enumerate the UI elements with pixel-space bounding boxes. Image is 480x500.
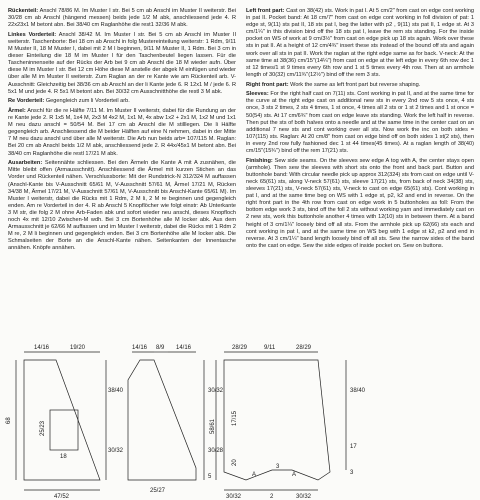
dim-label: 58/61 [210,418,216,434]
pocket-outline [50,410,78,450]
dim-label: 17 [350,444,357,450]
back-piece-diagram [128,352,204,480]
dim-label: 19/20 [70,345,86,351]
instruction-paragraph: Sleeves: For the right half cast on 7(11) sts. Cont working in pat II, and at the same time for the curve at the right edge cast on additional new sts in every 2nd row 5 sts once, 4 sts once, 3 sts 2 times, 2 sts 4 times, 1 st once, 4 times all 2 sts or 1 st 2 times and 1 st once = 50(54) sts. At 17 cm/6¾" from cast on edge leave sts standing. Work the left half in reverse. Then put the sts of both halves onto a needle and at the same time in the center cast on an additional 7 new sts and cont working over all sts. Now work the inc on both sides = 107(115) sts. Raglan: At 20 cm/8" from cast on edge bind off on both sides 1 st(2 sts), then in every 2nd row fully fashioned dec 1 st 44 times(45 times). At a raglan length of 38(40) cm/15"(15¾") bind off the rem 17(21) sts. [246,91,474,154]
instruction-paragraph: Left front part: Cast on 38(42) sts. Work in pat I. At 5 cm/2" from cast on edge cont working in pat II. Pocket band: At 18 cm/7" from cast on edge cont working in foll division of pat: 1 edge st, 9(11) sts pat II, 18 sts pat I, beg the latter with p2 , 9(11) sts pat II, 1 edge st. At 3 cm/1¼" in this division bind off the 18 sts pat I, leave the rem sts standing. For the inside pocket on WS of work at 9 cm/3½" from cast on edge pick up 18 sts again. Work over these sts in pat II. At a height of 12 cm/4¾" insert these sts instead of the bound off sts and again work over all sts in pat II. Work the raglan at the right edge same as for back. V-neck: At the same time at 38(36) cm/15"(14¼") from cast on edge at the left edge in every 6th row dec 1 st 12 times/1 st 9 times every 6th row and 1 st 5 times every 4th row. Then at an armhole length of 30(32) cm/11¾"(12½") bind off the rem 3 sts. [246,8,474,78]
instruction-paragraph: Ärmel: Anschl für die re Hälfte 7/11 M. Im Muster II weiterstr, dabei für die Rundung an der re Kante jede 2. R 1x5 M, 1x4 M, 2x3 M 4x2 M, 1x1 M, 4x abw 1x2 + 2x1 M, 1x2 M und 1x1 M neu dazu anschl = 50/54 M. Bei 17 cm ab Anschl die M stilllegen. Die li Hälfte gegengleich arb. Anschliessend die M beider Hälften auf eine N nehmen, dabei in der Mitte 7 M neu dazu anschl und über alle M weiterstr. Die Arb nun beids arb= 107/115 M. Raglan: Bei 20 cm ab Anschl beids 1/2 M abk, anschliessend jede 2. R 44x/45x1 M betont abn. Bei 38/40 cm Raglanhöhe die restl 17/21 M abk. [8,108,236,157]
sleeve-outline [224,360,330,480]
front-piece-diagram [16,352,106,490]
dim-label: 3 [350,470,354,476]
german-instructions-column [8,8,236,255]
dim-label: 28/29 [296,345,312,351]
dim-label: 14/16 [34,345,50,351]
dim-label: 2 [270,494,274,500]
dim-label: 9/11 [264,345,276,351]
dim-label: 30/32 [226,494,242,500]
dim-label: 30/32 [296,494,312,500]
dim-label: 38/40 [350,388,366,394]
sleeve-edge-a-label: A [292,472,297,478]
dim-label: 38/40 [108,388,124,394]
front-piece-outline [24,360,100,480]
dim-label: 18 [60,454,67,460]
dim-label: 8/9 [156,345,165,351]
instruction-paragraph: Rückenteil: Anschl 78/86 M. Im Muster I str. Bei 5 cm ab Anschl im Muster II weiterstr. Bei 30/28 cm ab Anschl (hängend messen) beids jede 1/2 M abk, anschliessend jede 4. R 22x23x1 M betont abn. Bei 38/40 cm Raglanhöhe die rest1 32/36 M abk. [8,8,236,29]
dim-label: 14/16 [176,345,192,351]
schematic-diagrams [0,340,480,500]
english-instructions-column [246,8,474,252]
dim-label: 30/32 [208,388,224,394]
instruction-paragraph: Finishing: Sew side seams. On the sleeves sew edge A tog with A, the center stays open (armhole). Then sew the sleeves with short sts onto the front and back part. Button and buttonhole band: With circular needle pick up approx 312(324) sts from cast on edge until V-neck 65(61) sts, along V-neck 57(61) sts, sleeve 17(21) sts, from back of neck 34(38) sts, sleeves 17(21) sts, V-neck 57(61) sts, V-neck to cast on edge 65(61) sts). Cont working in pat I, and at the same time beg on WS with 1 edge st, p2, k2 and end in reverse. On the right front part in the 4th row from cast on edge work in 5 buttonholes as foll: From the bottom edge work 3 sts, bind off the foll 2 sts without working yarn and immediately cast on 2 new sts, work this buttonhole another 4 times with 12(10) sts in between them. At a band height of 3 cm/1¼" loosely bind off all sts. From the armhole pick up 62(66) sts each and cont working in pat I, and at the same time on WS beg with 1 edge st k2, p2 and end in reverse. At 3 cm/1¼" band length loosely bind off all sts. Sew the narrow sides of the band onto the cast on edge. Sew the side edges of inside pocket on. Sew on buttons. [246,157,474,249]
dim-label: 30/28 [208,448,224,454]
instruction-paragraph: Linkes Vorderteil: Anschl 38/42 M. Im Muster I str. Bei 5 cm ab Anschl im Muster II weiterstr. Taschenborte: Bei 18 cm ab Anschl in folg Mustereinteilung weiterstr: 1 Rdm, 9/11 M Muster II, 18 M Muster I, dabei mit 2 M I beginnen, 9/11 M Muster II, 1 Rdm. Bei 3 cm in dieser Einteilung die 18 M im Muster I für den Taschenbeutel liegen lassen. Für die Tascheninnenseite auf der Rücks der Arb bei 9 cm ab Anschl die 18 M wieder aufn. Über diese M im Muster I str. Bei 12 cm Höhe diese M anstelle der abgek M einfügen und wieder über alle M im Muster II weiterstr. Zum Raglan an der re Kante wie am Rückenteil arb. V-Ausschnitt: Gleichzeitig bei 38/36 cm ab Anschl an der li Kante jede 6. R 12x1 M / jede 6. R 5x1 M und jede 4. R 5x1 M betont abn. Bei 30/32 cm Ausschnitthöhe die restl 3 M abk. [8,31,236,95]
dim-label: 25/23 [40,420,46,436]
dim-label: 68 [6,417,12,424]
dim-label: 30/32 [108,448,124,454]
dim-label: 25/27 [150,488,166,494]
sleeve-edge-a-label: A [252,472,257,478]
dim-label: 28/29 [232,345,248,351]
dim-label: 17/15 [232,410,238,426]
dim-label: 14/16 [132,345,148,351]
instruction-paragraph: Ausarbeiten: Seitennähte schliessen. Bei den Ärmeln die Kante A mit A zusnähen, die Mitte bleibt offen (Armausschnitt). Anschliessend die Ärmel mit kurzen Stichen an das Vorder und Rückenteil nähen. Verschlussborte: Mit der Rundstrick-N 312/324 M auffassen (Anschl-Kante bis V-Ausschnitt 65/61 M, V-Ausschnitt 57/61 M, Ärmel 17/21 M, Rücken 34/38 M, Ärmel 17/21 M, V-Ausschnitt 57/61 M, V-Ausschnitt bis Anschl-Kante 65/61 M). Im Muster I weiterstr, dabei die Rücks mit 1 Rdm, 2 M li, 2 M re beginnen und gegengleich enden. Am re Vorderteil in der 4. R ab Anschl 5 Knopflöcher wie folgt einstr: Ab Unterkante 3 M str, die folg 2 M ohne Arb-Faden abk und sofort wieder neu anschl, dieses Knopfloch noch 4x mit 12/10 Zwischen-M wdh. Bei 3 cm Bortenhöhe alle M locker abk. Aus dem Armausschnitt je 62/66 M auffassen und im Muster I weiterstr, dabei die Rücks mit 1 Rdm 2 M re, 2 M li beginnen und gegengleich enden. Bei 3 cm Bortenhöhe alle M locker abk. Die Schmalseiten der Borte an die Anschl-Kante nähen. Seitenkanten der Innentasche annähen. Knöpfe annähen. [8,160,236,252]
back-piece-outline [128,360,196,480]
dim-label: 5 [208,474,212,480]
instruction-paragraph: Re Vorderteil: Gegengleich zum li Vorderteil arb. [8,98,130,105]
dim-label: 47/52 [54,494,70,500]
dim-label: 3 [276,464,280,470]
dim-label: 20 [232,459,238,466]
instruction-paragraph: Right front part: Work the same as left front part but reverse shaping. [246,81,421,88]
